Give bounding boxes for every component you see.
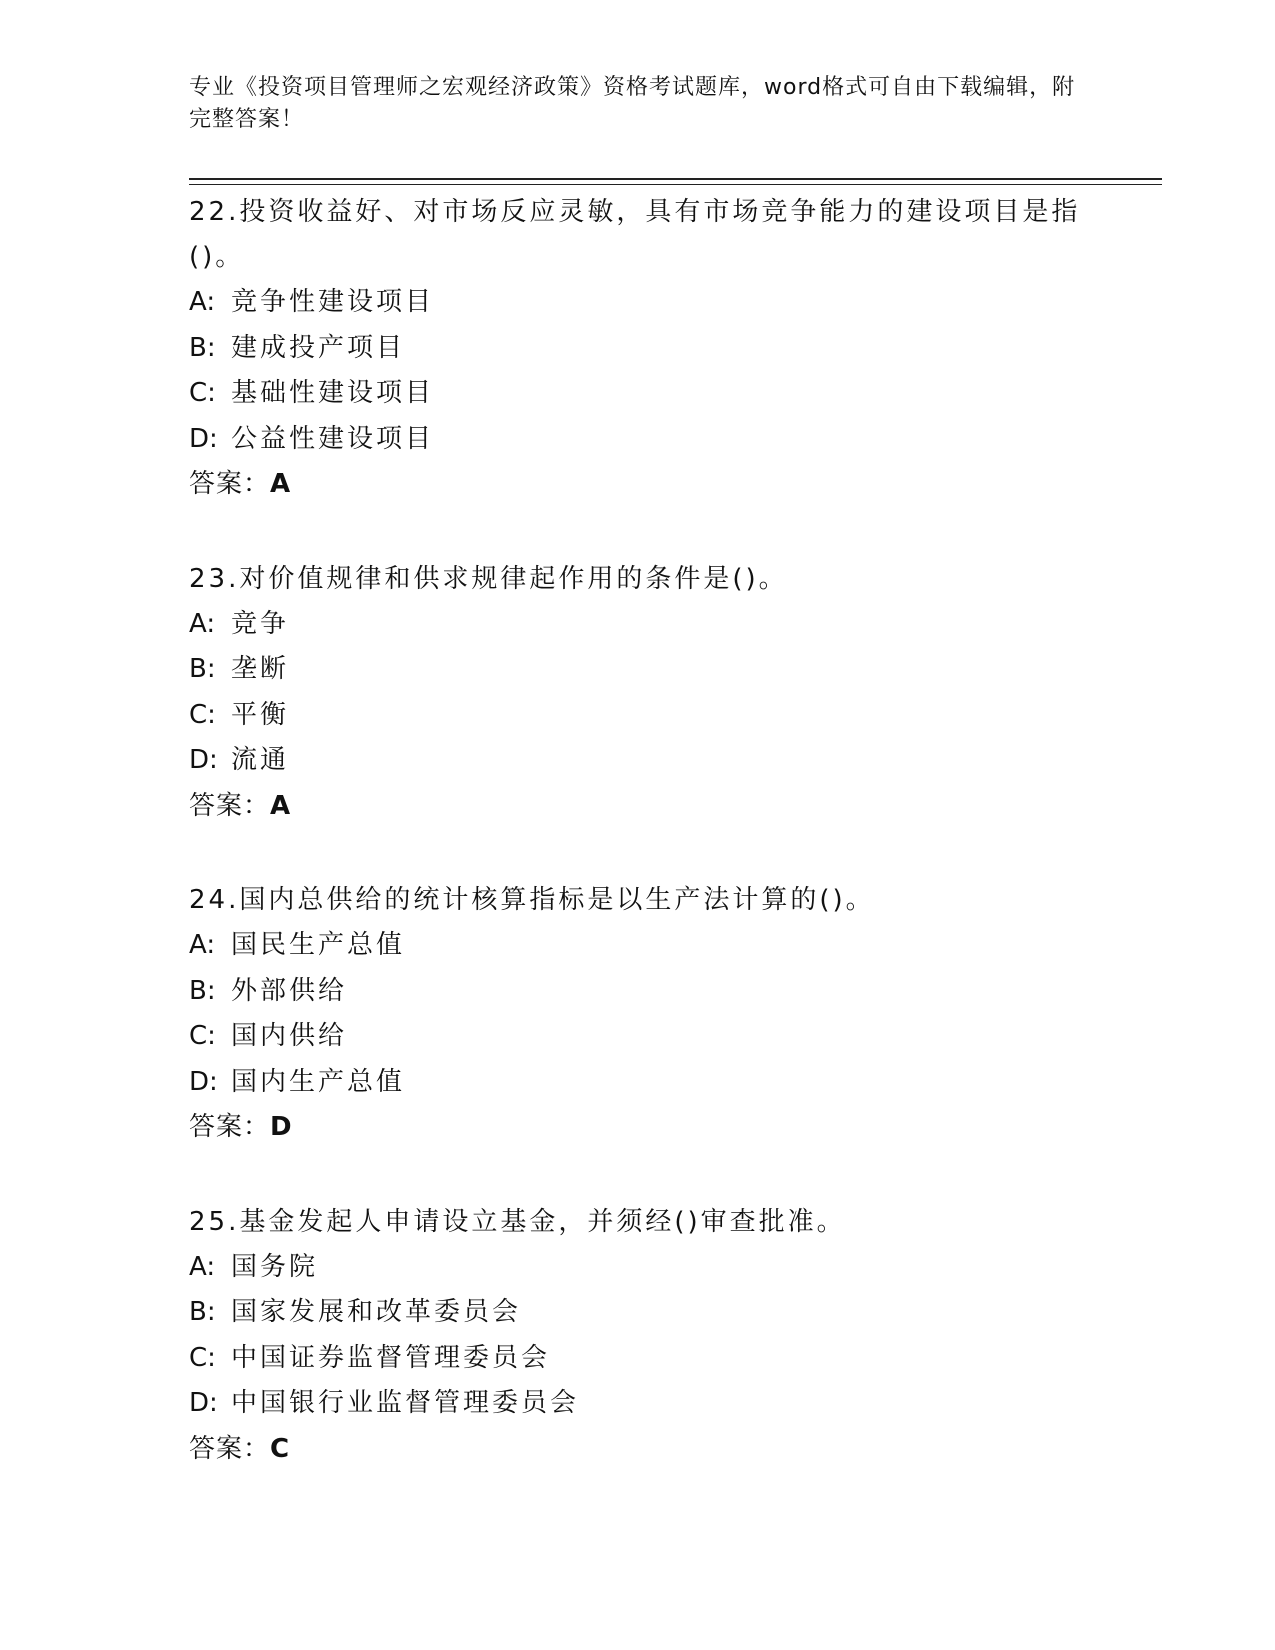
option-letter: A: bbox=[189, 287, 216, 317]
answer-line bbox=[189, 1427, 1089, 1473]
question-stem: 22.投资收益好、对市场反应灵敏，具有市场竞争能力的建设项目是指()。 bbox=[189, 197, 1081, 272]
question-stem: 25.基金发起人申请设立基金，并须经()审查批准。 bbox=[189, 1206, 846, 1237]
option-text: 国务院 bbox=[231, 1251, 319, 1282]
option-a bbox=[189, 923, 1089, 969]
answer-label: 答案： bbox=[189, 1112, 271, 1142]
question-list bbox=[189, 190, 1089, 1521]
option-letter: D: bbox=[189, 423, 218, 454]
answer-label: 答案： bbox=[189, 469, 271, 499]
option-c bbox=[189, 693, 1089, 739]
option-letter: B: bbox=[189, 654, 216, 684]
option-c bbox=[189, 1336, 1089, 1382]
question-23 bbox=[189, 557, 1089, 830]
option-text: 流通 bbox=[231, 745, 290, 775]
header-divider-thin bbox=[189, 184, 1162, 185]
option-text: 公益性建设项目 bbox=[231, 423, 435, 454]
option-text: 中国银行业监督管理委员会 bbox=[231, 1388, 580, 1418]
header-divider-thick bbox=[189, 178, 1162, 180]
answer-value: A bbox=[270, 790, 292, 821]
option-letter: D: bbox=[189, 1388, 218, 1418]
option-d bbox=[189, 1381, 1089, 1427]
option-text: 外部供给 bbox=[231, 975, 348, 1006]
option-b bbox=[189, 647, 1089, 693]
option-a bbox=[189, 280, 1089, 326]
option-text: 竞争 bbox=[231, 608, 290, 639]
option-letter: A: bbox=[189, 1251, 216, 1282]
answer-value: D bbox=[270, 1112, 293, 1142]
question-24 bbox=[189, 878, 1089, 1151]
answer-value: A bbox=[270, 469, 292, 499]
answer-line bbox=[189, 1105, 1089, 1151]
option-a bbox=[189, 602, 1089, 648]
option-text: 平衡 bbox=[231, 699, 290, 730]
option-d bbox=[189, 417, 1089, 463]
question-22 bbox=[189, 190, 1089, 508]
answer-value: C bbox=[270, 1433, 291, 1464]
document-header: 专业《投资项目管理师之宏观经济政策》资格考试题库，word格式可自由下载编辑，附完整答案！ bbox=[189, 75, 1076, 132]
option-text: 中国证券监督管理委员会 bbox=[231, 1342, 551, 1373]
option-letter: A: bbox=[189, 608, 216, 639]
option-c bbox=[189, 1014, 1089, 1060]
question-stem: 24.国内总供给的统计核算指标是以生产法计算的()。 bbox=[189, 885, 875, 915]
answer-line bbox=[189, 462, 1089, 508]
option-text: 垄断 bbox=[231, 654, 290, 684]
question-25 bbox=[189, 1200, 1089, 1473]
option-d bbox=[189, 738, 1089, 784]
option-text: 建成投产项目 bbox=[231, 332, 406, 363]
option-letter: B: bbox=[189, 975, 216, 1006]
option-b bbox=[189, 969, 1089, 1015]
option-text: 国内生产总值 bbox=[231, 1066, 406, 1097]
option-letter: B: bbox=[189, 332, 216, 363]
option-letter: C: bbox=[189, 1021, 216, 1051]
option-text: 基础性建设项目 bbox=[231, 378, 435, 408]
question-stem: 23.对价值规律和供求规律起作用的条件是()。 bbox=[189, 563, 788, 594]
option-letter: D: bbox=[189, 745, 218, 775]
option-b bbox=[189, 1290, 1089, 1336]
option-letter: C: bbox=[189, 1342, 216, 1373]
answer-line bbox=[189, 784, 1089, 830]
option-text: 国内供给 bbox=[231, 1021, 348, 1051]
option-text: 国民生产总值 bbox=[231, 930, 406, 960]
option-letter: A: bbox=[189, 930, 216, 960]
option-letter: D: bbox=[189, 1066, 218, 1097]
option-d bbox=[189, 1060, 1089, 1106]
answer-label: 答案： bbox=[189, 790, 271, 821]
option-text: 竞争性建设项目 bbox=[231, 287, 435, 317]
option-letter: C: bbox=[189, 378, 216, 408]
option-letter: C: bbox=[189, 699, 216, 730]
option-letter: B: bbox=[189, 1297, 216, 1327]
option-c bbox=[189, 371, 1089, 417]
option-a bbox=[189, 1245, 1089, 1291]
answer-label: 答案： bbox=[189, 1433, 271, 1464]
option-text: 国家发展和改革委员会 bbox=[231, 1297, 522, 1327]
option-b bbox=[189, 326, 1089, 372]
